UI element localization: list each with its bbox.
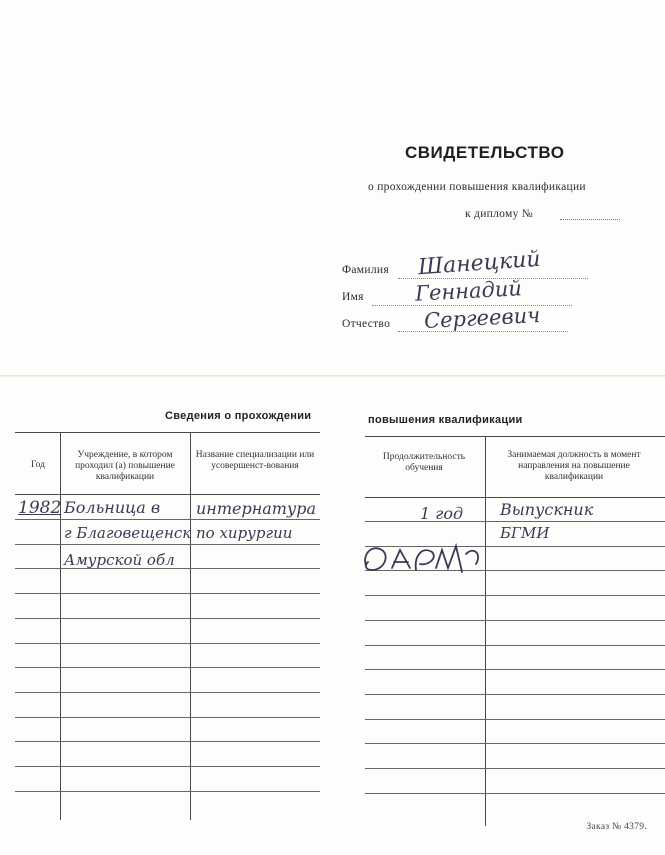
table-row-line	[365, 620, 665, 621]
header-specialization: Название специализации или усовершенст-вования	[195, 450, 315, 471]
table-row-line	[15, 791, 320, 792]
table-row-line	[365, 521, 665, 522]
entry-position-line1: Выпускник	[500, 500, 594, 519]
entry-institution-line2: г Благовещенск	[64, 524, 192, 542]
table-row-line	[15, 766, 320, 767]
table-row-line	[365, 768, 665, 769]
signature-icon	[358, 536, 488, 578]
header-position: Занимаемая должность в момент направления на повышение квалификации	[507, 450, 641, 482]
surname-value: Шанецкий	[417, 246, 542, 281]
table-row-line	[15, 692, 320, 693]
table-header-rule-right	[365, 497, 665, 498]
name-value: Геннадий	[414, 276, 523, 306]
header-year: Год	[31, 460, 45, 470]
entry-institution-line1: Больница в	[64, 498, 161, 517]
table-row-line	[365, 793, 665, 794]
entry-position-line2: БГМИ	[500, 524, 550, 542]
table-top-rule-right	[365, 436, 665, 437]
entry-duration: 1 год	[420, 504, 464, 523]
table-row-line	[365, 719, 665, 720]
header-institution: Учреждение, в котором проходил (а) повышение квалификации	[75, 450, 175, 482]
section-title-right: повышения квалификации	[368, 414, 523, 426]
diploma-number-field	[560, 219, 620, 220]
table-row-line	[365, 743, 665, 744]
table-row-line	[15, 717, 320, 718]
table-row-line	[15, 618, 320, 619]
certificate-subtitle: о прохождении повышения квалификации	[368, 181, 586, 193]
surname-label: Фамилия	[342, 264, 389, 276]
section-title-left: Сведения о прохождении	[165, 410, 312, 422]
order-number: Заказ № 4379.	[586, 822, 647, 832]
table-row-line	[365, 595, 665, 596]
entry-institution-line3: Амурской обл	[64, 551, 175, 569]
table-row-line	[15, 667, 320, 668]
entry-specialization-line1: интернатура	[196, 499, 317, 518]
patronymic-line	[398, 331, 568, 332]
table-row-line	[365, 669, 665, 670]
name-label: Имя	[342, 291, 364, 303]
column-divider-institution	[190, 432, 191, 820]
certificate-title: СВИДЕТЕЛЬСТВО	[405, 143, 565, 162]
table-row-line	[15, 643, 320, 644]
table-row-line	[15, 544, 320, 545]
table-row-line	[15, 519, 320, 520]
table-row-line	[365, 694, 665, 695]
entry-year: 1982	[18, 498, 62, 518]
header-duration: Продолжительность обучения	[382, 452, 466, 473]
entry-specialization-line2: по хирургии	[196, 524, 293, 542]
column-divider-year	[60, 432, 61, 820]
patronymic-value: Сергеевич	[423, 302, 541, 334]
patronymic-label: Отчество	[342, 318, 391, 330]
table-row-line	[365, 645, 665, 646]
page-fold	[0, 375, 665, 377]
table-row-line	[15, 741, 320, 742]
diploma-number-label: к диплому №	[465, 208, 534, 220]
table-row-line	[15, 593, 320, 594]
